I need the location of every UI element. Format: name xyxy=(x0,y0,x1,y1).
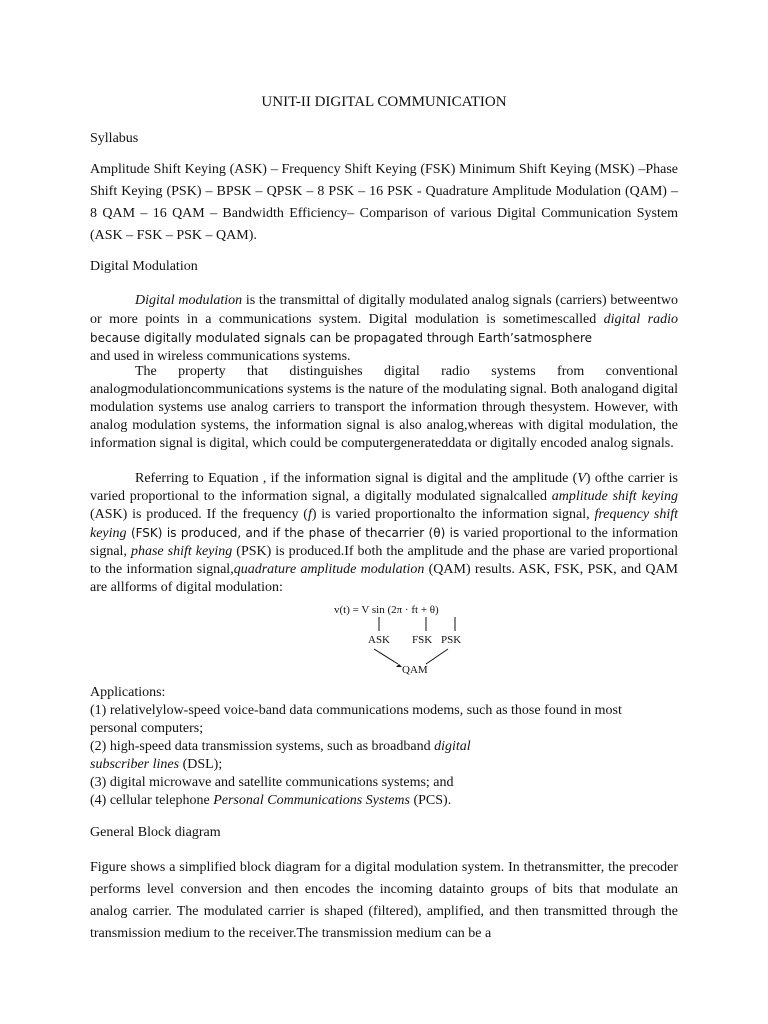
application-item-3: (3) digital microwave and satellite communications systems; and xyxy=(90,775,454,790)
application-item-1b: personal computers; xyxy=(90,721,204,736)
term-digital-radio: digital radio xyxy=(603,312,678,327)
term-digital-modulation: Digital modulation xyxy=(135,293,243,308)
applications-heading: Applications: xyxy=(90,685,166,700)
para3-t7: (PSK) is produced.If both the amplitude and the phase are varied proportional to the information signal, xyxy=(90,544,679,577)
para3-f: f xyxy=(307,507,312,522)
term-qam: quadrature amplitude modulation xyxy=(233,562,425,577)
para3-t4: ) is varied proportionalto the information signal, xyxy=(311,507,595,522)
diagram-ask: ASK xyxy=(368,634,391,646)
para3-t8: (QAM) results. ASK, FSK, PSK, and QAM are allforms of digital modulation: xyxy=(90,562,678,595)
term-subscriber-lines: subscriber lines xyxy=(90,757,180,772)
page-title: UNIT-II DIGITAL COMMUNICATION xyxy=(261,94,507,110)
para3-t5: (FSK) is produced, and if the phase of thecarrier (θ) is xyxy=(126,526,460,540)
block-diagram-text: Figure shows a simplified block diagram for a digital modulation system. In thetransmitter, the precoder performs level conversion and then encodes the incoming datainto groups of bits that modulate an analog carrier. The modulated carrier is shaped (filtered), amplified, and then transmitted through the transmission medium to the receiver.The transmission medium can be a xyxy=(90,860,678,941)
term-pcs: Personal Communications Systems xyxy=(213,793,410,808)
diagram-fsk: FSK xyxy=(412,634,433,646)
block-diagram-heading: General Block diagram xyxy=(90,825,221,840)
ask-qam-arrow xyxy=(374,649,398,664)
para3-t6: varied proportional to the information signal, xyxy=(90,526,678,559)
syllabus-heading: Syllabus xyxy=(90,131,139,146)
paragraph-property: The property that distinguishes digital radio systems from conventional analogmodulationcommunications systems is the nature of the modulating signal. Both analogand digital modulation systems use analog carriers to transport the information through thesystem. However, with analog modulation systems, the information signal is also analog,whereas with digital modulation, the information signal is digital, which could be computergenerateddata or digitally encoded analog signals. xyxy=(90,364,678,451)
application-item-4a: (4) cellular telephone xyxy=(90,793,214,808)
para1-text2: because digitally modulated signals can be propagated through Earth’satmosphere xyxy=(90,331,593,345)
term-ask: amplitude shift keying xyxy=(551,489,678,504)
diagram-psk: PSK xyxy=(441,634,462,646)
term-digital: digital xyxy=(434,739,471,754)
para1-text3: and used in wireless communications systems. xyxy=(90,349,351,364)
paragraph-digital-modulation xyxy=(90,292,678,366)
application-item-4 xyxy=(90,792,678,810)
syllabus-text: Amplitude Shift Keying (ASK) – Frequency Shift Keying (FSK) Minimum Shift Keying (MSK) –Phase Shift Keying (PSK) – BPSK – QPSK – 8 PSK – 16 PSK - Quadrature Amplitude Modulation (QAM) – 8 QAM – 16 QAM – Bandwidth Efficiency– Comparison of various Digital Communication System (ASK – FSK – PSK – QAM). xyxy=(90,162,678,243)
para3-t3: (ASK) is produced. If the frequency ( xyxy=(90,507,308,522)
term-psk: phase shift keying xyxy=(130,544,233,559)
application-item-4c: (PCS). xyxy=(409,793,452,808)
psk-qam-arrow xyxy=(426,649,448,664)
para3-t2: ) ofthe carrier is varied proportional to the information signal, a digitally modulated signalcalled xyxy=(90,471,678,504)
application-item-2-cont xyxy=(90,756,678,774)
para3-t1: Referring to Equation , if the information signal is digital and the amplitude ( xyxy=(135,471,578,486)
application-item-2 xyxy=(90,738,678,756)
para1-text1: is the transmittal of digitally modulated analog signals (carriers) betweentwo or more points in a communications system. Digital modulation is sometimescalled xyxy=(90,293,678,327)
application-item-2a: (2) high-speed data transmission systems, such as broadband xyxy=(90,739,435,754)
application-item-2d: (DSL); xyxy=(179,757,223,772)
applications-list xyxy=(90,684,678,810)
digital-modulation-heading: Digital Modulation xyxy=(90,259,198,274)
modulation-diagram xyxy=(330,600,500,682)
para3-v: V xyxy=(577,471,586,486)
application-item-1a: (1) relativelylow-speed voice-band data communications modems, such as those found in most xyxy=(90,703,622,718)
term-fsk: frequency shift keying xyxy=(90,507,678,541)
paragraph-referring xyxy=(90,470,678,597)
diagram-equation: v(t) = V sin (2π · ft + θ) xyxy=(334,604,439,616)
diagram-qam: QAM xyxy=(402,664,428,676)
